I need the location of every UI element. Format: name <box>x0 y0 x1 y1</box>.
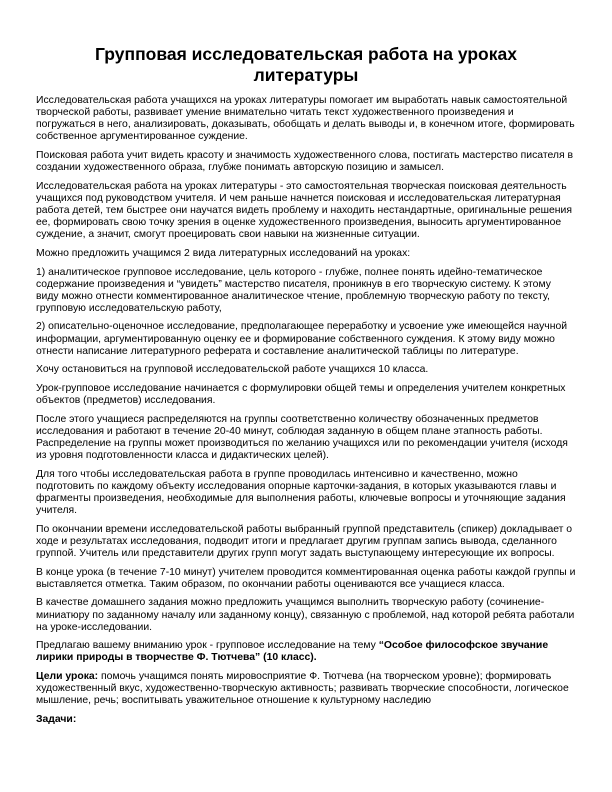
paragraph-task-cards: Для того чтобы исследовательская работа в группе проводилась интенсивно и качественно, можно подготовить по каждому объекту исследования опорные карточки-задания, в которых указываются главы и фрагменты произведения, необходимые для выполнения работы, ключевые вопросы и уточняющие задания учителя. <box>36 468 566 517</box>
paragraph-research-definition: Исследовательская работа на уроках литературы - это самостоятельная творческая поисковая деятельность учащихся под руководством учителя. И чем раньше начнется поисковая и исследовательская литературная работа детей, тем быстрее они научатся видеть проблему и находить нестандартные, оригинальные решения ее, формировать свою точку зрения в оценке художественного произведения, выносить аргументированное суждение, а значит, смогут проецировать свои навыки на жизненные ситуации. <box>36 180 572 241</box>
paragraph-grade-10: Хочу остановиться на групповой исследовательской работе учащихся 10 класса. <box>36 364 429 376</box>
document-page <box>36 44 576 733</box>
paragraph-type-analytical: 1) аналитическое групповое исследование, цель которого - глубже, полнее понять идейно-тематическое содержание произведения и “увидеть” мастерство писателя, проникнув в его творческую систему. К этому виду можно отнести комментированное аналитическое чтение, проблемную творческую работу по тексту, групповую исследовательскую работу, <box>36 266 551 314</box>
paragraph-lesson-proposal <box>36 640 576 664</box>
paragraph-search-work: Поисковая работа учит видеть красоту и значимость художественного слова, постигать мастерство писателя в создании художественного образа, глубже понимать авторскую позицию и замысел. <box>36 149 574 174</box>
tasks-heading: Задачи: <box>36 713 77 725</box>
paragraph-type-descriptive: 2) описательно-оценочное исследование, предполагающее переработку и усвоение уже имеющейся научной информации, аргументированную оценку ее и формирование собственного суждения. К этому виду можно отнести написание литературного реферата и составление аналитической таблицы по литературе. <box>36 321 568 357</box>
document-title: Групповая исследовательская работа на уроках литературы <box>95 44 517 85</box>
proposal-topic: “Особое философское звучание лирики природы в творчестве Ф. Тютчева” (10 класс). <box>36 640 549 664</box>
paragraph-assessment: В конце урока (в течение 7-10 минут) учителем проводится комментированная оценка работы каждой группы и выставляется отметка. Таким образом, по окончании работы оцениваются все учащиеся класса. <box>36 566 576 590</box>
paragraph-lesson-start: Урок-групповое исследование начинается с формулировки общей темы и определения учителем конкретных объектов (предметов) исследования. <box>36 383 566 407</box>
goals-label: Цели урока: <box>36 671 99 683</box>
paragraph-lesson-goals <box>36 671 576 707</box>
paragraph-speaker: По окончании времени исследовательской работы выбранный группой представитель (спикер) докладывает о ходе и результатах исследования, подводит итоги и предлагает другим группам запись вывода, сделанного группой. Учитель или представители других групп могут задать выступающему интересующие их вопросы. <box>36 523 573 559</box>
proposal-intro: Предлагаю вашему вниманию урок - групповое исследование на тему <box>36 640 379 652</box>
goals-text: помочь учащимся понять мировосприятие Ф. Тютчева (на творческом уровне); формировать художественный вкус, художественно-творческую активность; развивать творческие способности, логическое мышление, речь; воспитывать уважительное отношение к культурному наследию <box>36 671 569 707</box>
paragraph-homework: В качестве домашнего задания можно предложить учащимся выполнить творческую работу (сочинение-миниатюру по заданному началу или заданному концу), связанную с проблемой, над которой ребята работали на уроке-исследовании. <box>36 597 575 633</box>
paragraph-groups: После этого учащиеся распределяются на группы соответственно количеству обозначенных предметов исследования и работают в течение 20-40 минут, соблюдая заданную в общем плане этапность работы. Распределение на группы может производиться по желанию учащихся или по рекомендации учителя (исходя из уровня подготовленности класса и дидактических целей). <box>36 413 568 462</box>
paragraph-two-types: Можно предложить учащимся 2 вида литературных исследований на уроках: <box>36 247 411 259</box>
paragraph-intro: Исследовательская работа учащихся на уроках литературы помогает им выработать навык самостоятельной творческой работы, развивает умение внимательно читать текст художественного произведения и погружаться в него, анализировать, доказывать, обобщать и делать выводы и, в конечном итоге, формировать собственное аргументированное суждение. <box>36 95 575 143</box>
